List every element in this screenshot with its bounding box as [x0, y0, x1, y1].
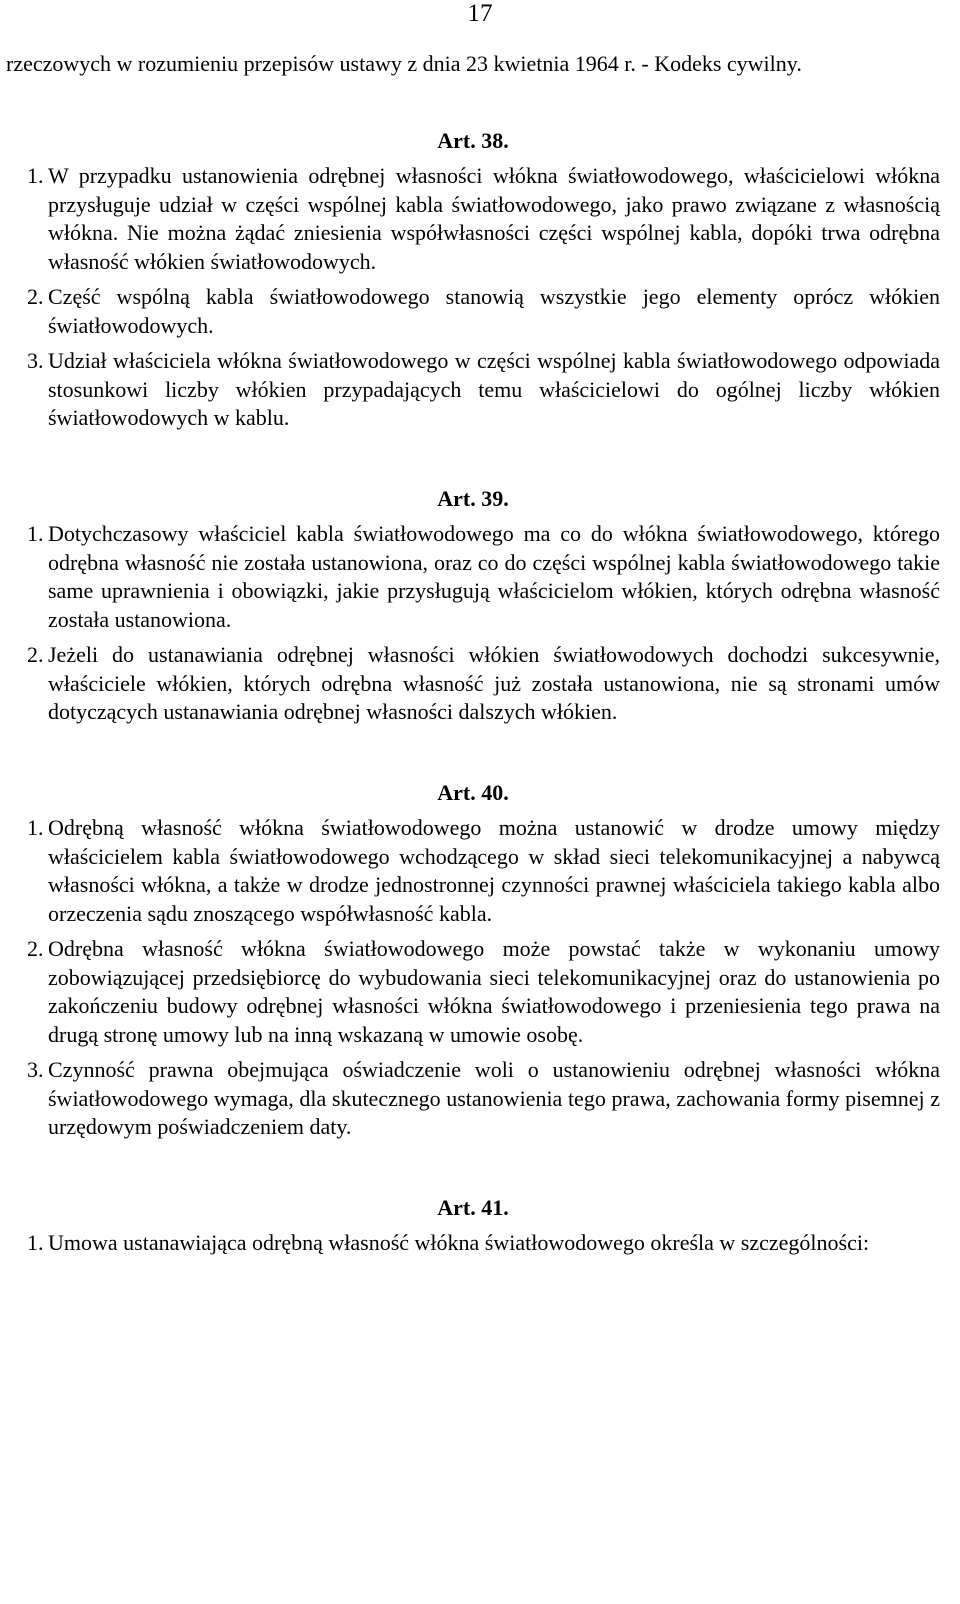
para-text: Dotychczasowy właściciel kabla światłowodowego ma co do włókna światłowodowego, którego odrębna własność nie została ustanowiona, oraz co do części wspólnej kabla światłowodowego takie same uprawnienia i obowiązki, jakie przysługują właścicielom włókien, których odrębna własność została ustanowiona. [48, 521, 940, 632]
para-number: 3. [27, 1057, 44, 1082]
article-40-para-2 [6, 935, 940, 1049]
article-heading-40: Art. 40. [437, 779, 509, 805]
para-number: 2. [27, 642, 44, 667]
para-number: 2. [27, 936, 44, 961]
article-heading-41: Art. 41. [437, 1194, 509, 1220]
para-text: Odrębna własność włókna światłowodowego może powstać także w wykonaniu umowy zobowiązującej przedsiębiorcę do wybudowania sieci telekomunikacyjnej oraz do ustanowienia po zakończeniu budowy odrębnej własności włókna światłowodowego i przeniesienia tego prawa na drugą stronę umowy lub na inną wskazaną w umowie osobę. [48, 936, 940, 1047]
para-number: 1. [27, 521, 44, 546]
article-38-para-2 [6, 283, 940, 340]
article-38-para-3 [6, 347, 940, 433]
article-heading-38: Art. 38. [437, 127, 509, 153]
para-text: Odrębną własność włókna światłowodowego można ustanowić w drodze umowy między właścicielem kabla światłowodowego wchodzącego w skład sieci telekomunikacyjnej a nabywcą własności włókna, a także w drodze jednostronnej czynności prawnej właściciela takiego kabla albo orzeczenia sądu znoszącego współwłasność kabla. [48, 815, 940, 926]
intro-paragraph: rzeczowych w rozumieniu przepisów ustawy z dnia 23 kwietnia 1964 r. - Kodeks cywilny. [6, 51, 802, 76]
para-number: 1. [27, 163, 44, 188]
document-page [6, 50, 940, 1258]
para-number: 1. [27, 815, 44, 840]
article-39-para-1 [6, 520, 940, 634]
article-39-para-2 [6, 641, 940, 727]
para-number: 2. [27, 284, 44, 309]
article-41-para-1 [6, 1229, 940, 1258]
para-number: 1. [27, 1230, 44, 1255]
para-text: Część wspólną kabla światłowodowego stanowią wszystkie jego elementy oprócz włókien światłowodowych. [48, 284, 940, 338]
article-40-para-1 [6, 814, 940, 928]
article-38-para-1 [6, 162, 940, 276]
para-number: 3. [27, 348, 44, 373]
para-text: Udział właściciela włókna światłowodowego w części wspólnej kabla światłowodowego odpowiada stosunkowi liczby włókien przypadających temu właścicielowi do ogólnej liczby włókien światłowodowych w kablu. [48, 348, 940, 430]
para-text: W przypadku ustanowienia odrębnej własności włókna światłowodowego, właścicielowi włókna przysługuje udział w części wspólnej kabla światłowodowego, jako prawo związane z własnością włókna. Nie można żądać zniesienia współwłasności części wspólnej kabla, dopóki trwa odrębna własność włókien światłowodowych. [48, 163, 940, 274]
article-heading-39: Art. 39. [437, 485, 509, 511]
page-number: 17 [467, 0, 493, 27]
para-text: Czynność prawna obejmująca oświadczenie woli o ustanowieniu odrębnej własności włókna światłowodowego wymaga, dla skutecznego ustanowienia tego prawa, zachowania formy pisemnej z urzędowym poświadczeniem daty. [48, 1057, 940, 1139]
para-text: Umowa ustanawiająca odrębną własność włókna światłowodowego określa w szczególności: [48, 1230, 870, 1255]
para-text: Jeżeli do ustanawiania odrębnej własności włókien światłowodowych dochodzi sukcesywnie, właściciele włókien, których odrębna własność już została ustanowiona, nie są stronami umów dotyczących ustanawiania odrębnej własności dalszych włókien. [48, 642, 940, 724]
article-40-para-3 [6, 1056, 940, 1142]
